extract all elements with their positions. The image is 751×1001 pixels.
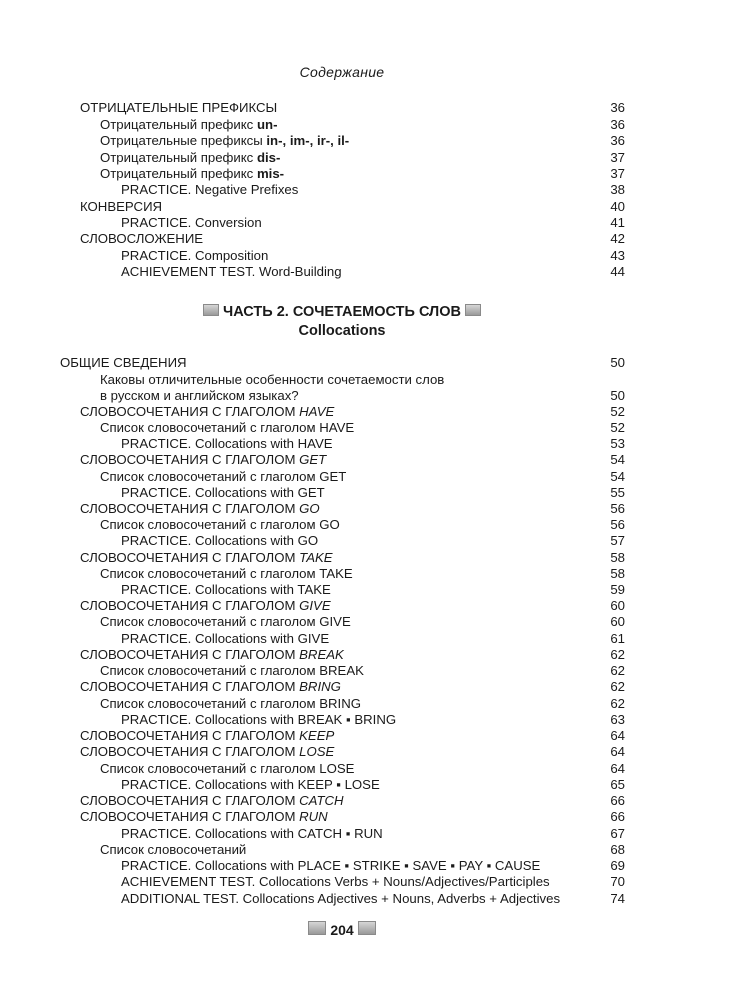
toc-entry[interactable]: Отрицательный префикс un- 36 <box>100 117 625 132</box>
toc-entry[interactable]: Список словосочетаний с глаголом BRING 62 <box>100 696 625 711</box>
toc-entry[interactable]: в русском и английском языках? 50 <box>100 388 625 403</box>
toc-entry[interactable]: Список словосочетаний с глаголом BREAK 62 <box>100 663 625 678</box>
toc-entry[interactable]: ADDITIONAL TEST. Collocations Adjectives + Nouns, Adverbs + Adjectives 74 <box>121 891 625 906</box>
toc-entry[interactable]: Список словосочетаний с глаголом GET 54 <box>100 469 625 484</box>
toc-entry[interactable]: Список словосочетаний с глаголом TAKE 58 <box>100 566 625 581</box>
decorative-square-icon <box>465 304 481 316</box>
toc-entry[interactable]: СЛОВОСОЧЕТАНИЯ С ГЛАГОЛОМ GET 54 <box>80 452 625 467</box>
toc-entry[interactable]: Каковы отличительные особенности сочетаемости слов <box>100 372 445 387</box>
part-subheading: Collocations <box>298 323 386 339</box>
toc-entry[interactable]: PRACTICE. Collocations with GO 57 <box>121 533 625 548</box>
toc-entry[interactable]: Список словосочетаний с глаголом HAVE 52 <box>100 420 625 435</box>
toc-entry[interactable]: СЛОВОСОЧЕТАНИЯ С ГЛАГОЛОМ CATCH 66 <box>80 793 625 808</box>
toc-entry[interactable]: СЛОВОСОЧЕТАНИЯ С ГЛАГОЛОМ RUN 66 <box>80 809 625 824</box>
toc-entry[interactable]: PRACTICE. Collocations with CATCH ▪ RUN 67 <box>121 826 625 841</box>
decorative-square-icon <box>203 304 219 316</box>
toc-entry[interactable]: PRACTICE. Collocations with PLACE ▪ STRIKE ▪ SAVE ▪ PAY ▪ CAUSE 69 <box>121 858 625 873</box>
decorative-square-icon <box>358 921 376 935</box>
toc-entry[interactable]: ACHIEVEMENT TEST. Collocations Verbs + Nouns/Adjectives/Participles 70 <box>121 874 625 889</box>
toc-entry[interactable]: PRACTICE. Collocations with TAKE 59 <box>121 582 625 597</box>
toc-entry[interactable]: PRACTICE. Composition 43 <box>121 248 625 263</box>
toc-entry[interactable]: СЛОВОСОЧЕТАНИЯ С ГЛАГОЛОМ BREAK 62 <box>80 647 625 662</box>
toc-entry[interactable]: PRACTICE. Collocations with BREAK ▪ BRING 63 <box>121 712 625 727</box>
part-heading: ЧАСТЬ 2. СОЧЕТАЕМОСТЬ СЛОВ <box>0 303 684 321</box>
decorative-square-icon <box>308 921 326 935</box>
toc-entry[interactable]: ОБЩИЕ СВЕДЕНИЯ 50 <box>60 355 625 370</box>
toc-entry[interactable]: ОТРИЦАТЕЛЬНЫЕ ПРЕФИКСЫ 36 <box>80 100 625 115</box>
toc-entry[interactable]: PRACTICE. Conversion 41 <box>121 215 625 230</box>
running-header: Содержание <box>299 64 385 80</box>
toc-entry[interactable]: Отрицательный префикс dis- 37 <box>100 150 625 165</box>
toc-entry[interactable]: СЛОВОСОЧЕТАНИЯ С ГЛАГОЛОМ GIVE 60 <box>80 598 625 613</box>
toc-entry[interactable]: Отрицательный префикс mis- 37 <box>100 166 625 181</box>
toc-entry[interactable]: СЛОВОСОЧЕТАНИЯ С ГЛАГОЛОМ BRING 62 <box>80 679 625 694</box>
page-number: 204 <box>0 921 684 938</box>
toc-entry[interactable]: ACHIEVEMENT TEST. Word-Building 44 <box>121 264 625 279</box>
toc-entry[interactable]: Список словосочетаний с глаголом GIVE 60 <box>100 614 625 629</box>
toc-entry[interactable]: СЛОВОСОЧЕТАНИЯ С ГЛАГОЛОМ HAVE 52 <box>80 404 625 419</box>
toc-entry[interactable]: СЛОВОСОЧЕТАНИЯ С ГЛАГОЛОМ TAKE 58 <box>80 550 625 565</box>
toc-entry[interactable]: PRACTICE. Collocations with GIVE 61 <box>121 631 625 646</box>
toc-entry[interactable]: СЛОВОСЛОЖЕНИЕ 42 <box>80 231 625 246</box>
toc-entry[interactable]: СЛОВОСОЧЕТАНИЯ С ГЛАГОЛОМ GO 56 <box>80 501 625 516</box>
toc-entry[interactable]: КОНВЕРСИЯ 40 <box>80 199 625 214</box>
toc-entry[interactable]: PRACTICE. Collocations with GET 55 <box>121 485 625 500</box>
toc-entry[interactable]: PRACTICE. Collocations with KEEP ▪ LOSE 65 <box>121 777 625 792</box>
toc-entry[interactable]: Список словосочетаний с глаголом LOSE 64 <box>100 761 625 776</box>
toc-entry[interactable]: СЛОВОСОЧЕТАНИЯ С ГЛАГОЛОМ KEEP 64 <box>80 728 625 743</box>
toc-entry[interactable]: Список словосочетаний с глаголом GO 56 <box>100 517 625 532</box>
toc-entry[interactable]: PRACTICE. Collocations with HAVE 53 <box>121 436 625 451</box>
toc-entry[interactable]: СЛОВОСОЧЕТАНИЯ С ГЛАГОЛОМ LOSE 64 <box>80 744 625 759</box>
toc-entry[interactable]: PRACTICE. Negative Prefixes 38 <box>121 182 625 197</box>
toc-entry[interactable]: Отрицательные префиксы in-, im-, ir-, il- 36 <box>100 133 625 148</box>
toc-entry[interactable]: Список словосочетаний 68 <box>100 842 625 857</box>
